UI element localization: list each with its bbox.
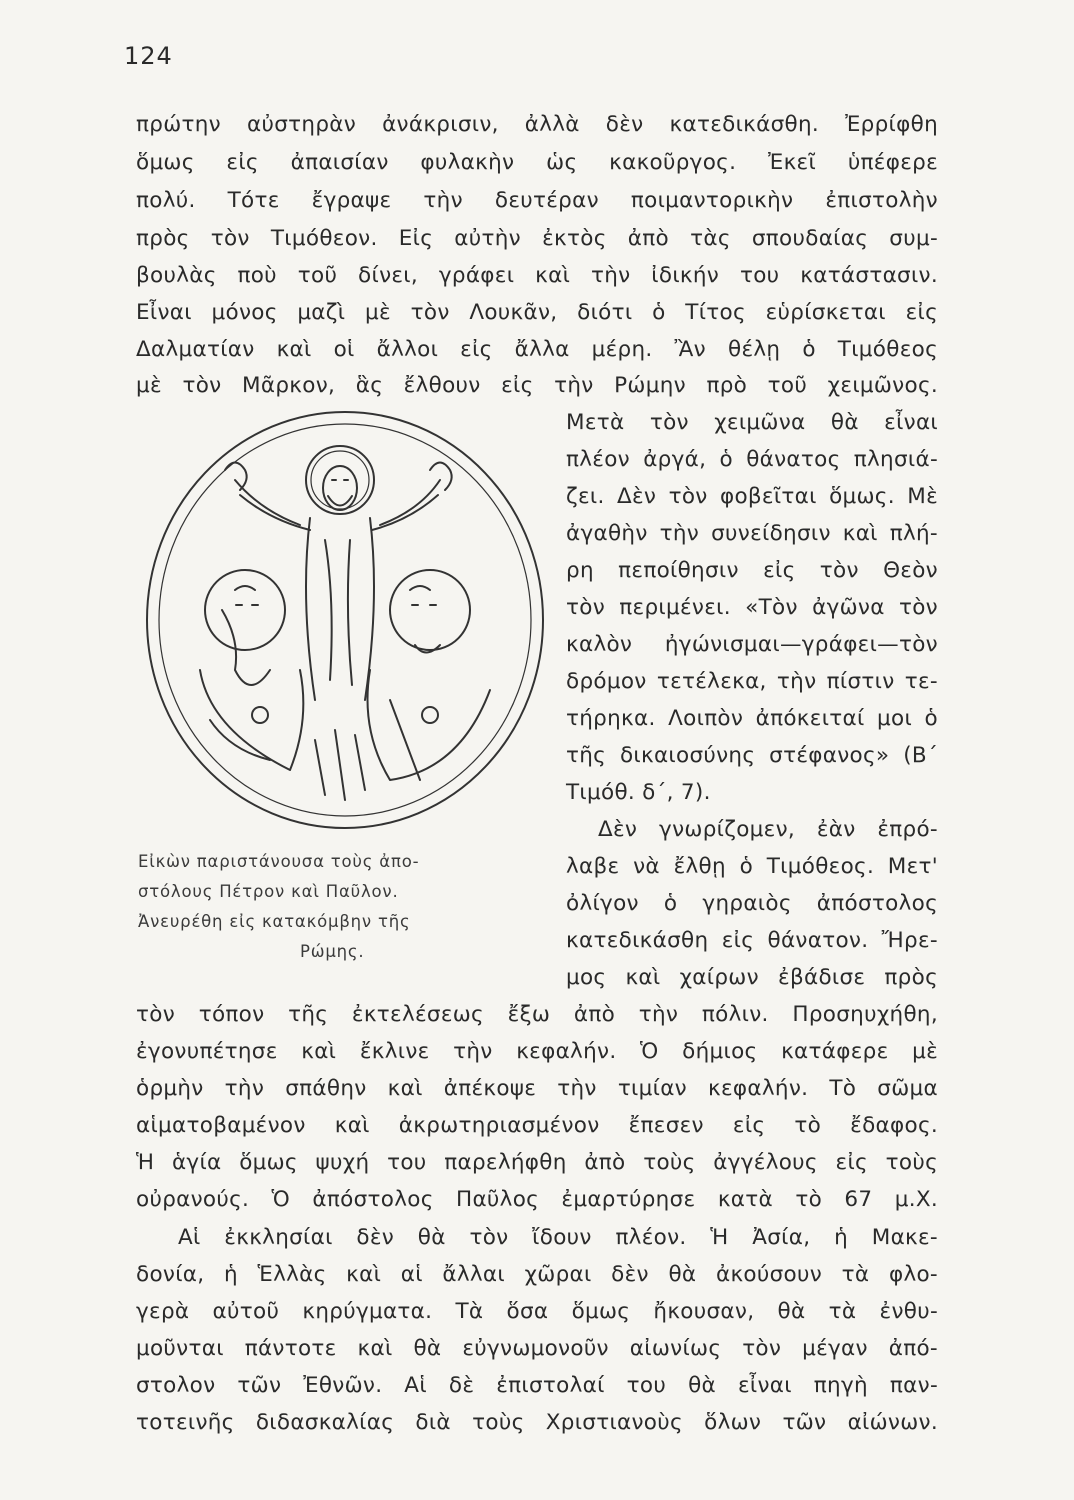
text-line: Δὲν γνωρίζομεν, ἐὰν ἐπρό- bbox=[598, 817, 938, 842]
text-line: μοῦνται πάντοτε καὶ θὰ εὐγνωμονοῦν αἰωνίως τὸν μέγαν ἀπό- bbox=[136, 1336, 938, 1361]
text-line: βουλὰς ποὺ τοῦ δίνει, γράφει καὶ τὴν ἰδικήν του κατάστασιν. bbox=[136, 263, 938, 288]
text-line: ὅμως εἰς ἀπαισίαν φυλακὴν ὡς κακοῦργος. Ἐκεῖ ὑπέφερε bbox=[136, 150, 938, 175]
text-line: τὸν τόπον τῆς ἐκτελέσεως ἔξω ἀπὸ τὴν πόλιν. Προσηυχήθη, bbox=[136, 1002, 938, 1027]
caption-line: Ρώμης. bbox=[300, 942, 365, 961]
text-line: Μετὰ τὸν χειμῶνα θὰ εἶναι bbox=[566, 410, 938, 435]
text-line: μος καὶ χαίρων ἐβάδισε πρὸς bbox=[566, 965, 938, 990]
text-line: λαβε νὰ ἔλθῃ ὁ Τιμόθεος. Μετ' bbox=[566, 854, 938, 879]
text-line: αἱματοβαμένον καὶ ἀκρωτηριασμένον ἔπεσεν εἰς τὸ ἔδαφος. bbox=[136, 1113, 938, 1138]
medallion-illustration bbox=[140, 400, 558, 840]
text-line: πολύ. Τότε ἔγραψε τὴν δευτέραν ποιμαντορικὴν ἐπιστολὴν bbox=[136, 188, 938, 213]
text-line: μὲ τὸν Μᾶρκον, ἃς ἔλθουν εἰς τὴν Ρώμην πρὸ τοῦ χειμῶνος. bbox=[136, 373, 938, 398]
text-line: ζει. Δὲν τὸν φοβεῖται ὅμως. Μὲ bbox=[566, 484, 938, 509]
page-number: 124 bbox=[124, 42, 173, 70]
text-line: τοτεινῆς διδασκαλίας διὰ τοὺς Χριστιανοὺς ὅλων τῶν αἰώνων. bbox=[136, 1410, 938, 1435]
text-line: τὸν περιμένει. «Τὸν ἀγῶνα τὸν bbox=[566, 595, 938, 620]
text-line: τῆς δικαιοσύνης στέφανος» (Β΄ bbox=[566, 743, 938, 768]
text-line: στολον τῶν Ἐθνῶν. Αἱ δὲ ἐπιστολαί του θὰ εἶναι πηγὴ παν- bbox=[136, 1373, 938, 1398]
text-line: κατεδικάσθη εἰς θάνατον. Ἤρε- bbox=[566, 928, 938, 953]
text-line: Αἱ ἐκκλησίαι δὲν θὰ τὸν ἴδουν πλέον. Ἡ Ἀσία, ἡ Μακε- bbox=[178, 1225, 938, 1250]
text-line: ἀγαθὴν τὴν συνείδησιν καὶ πλή- bbox=[566, 521, 938, 546]
text-line: πρὸς τὸν Τιμόθεον. Εἰς αὐτὴν ἐκτὸς ἀπὸ τὰς σπουδαίας συμ- bbox=[136, 226, 938, 251]
text-line: πρώτην αὐστηρὰν ἀνάκρισιν, ἀλλὰ δὲν κατεδικάσθη. Ἐρρίφθη bbox=[136, 112, 938, 137]
text-line: τήρηκα. Λοιπὸν ἀπόκειταί μοι ὁ bbox=[566, 706, 938, 731]
text-line: δονία, ἡ Ἑλλὰς καὶ αἱ ἄλλαι χῶραι δὲν θὰ ἀκούσουν τὰ φλο- bbox=[136, 1262, 938, 1287]
text-line: δρόμον τετέλεκα, τὴν πίστιν τε- bbox=[566, 669, 938, 694]
caption-line: στόλους Πέτρον καὶ Παῦλον. bbox=[138, 882, 399, 901]
caption-line: Εἰκὼν παριστάνουσα τοὺς ἀπο- bbox=[138, 852, 420, 871]
text-line: Τιμόθ. δ΄, 7). bbox=[566, 780, 711, 805]
text-line: Ἡ ἁγία ὅμως ψυχή του παρελήφθη ἀπὸ τοὺς ἀγγέλους εἰς τοὺς bbox=[136, 1150, 938, 1175]
caption-line: Ἀνευρέθη εἰς κατακόμβην τῆς bbox=[138, 912, 411, 931]
text-line: γερὰ αὐτοῦ κηρύγματα. Τὰ ὅσα ὅμως ἤκουσαν, θὰ τὰ ἐνθυ- bbox=[136, 1299, 938, 1324]
text-line: οὐρανούς. Ὁ ἀπόστολος Παῦλος ἐμαρτύρησε κατὰ τὸ 67 μ.Χ. bbox=[136, 1187, 938, 1212]
text-line: ὁρμὴν τὴν σπάθην καὶ ἀπέκοψε τὴν τιμίαν κεφαλήν. Τὸ σῶμα bbox=[136, 1076, 938, 1101]
text-line: Δαλματίαν καὶ οἱ ἄλλοι εἰς ἄλλα μέρη. Ἂν θέλῃ ὁ Τιμόθεος bbox=[136, 337, 938, 362]
text-line: ὀλίγον ὁ γηραιὸς ἀπόστολος bbox=[566, 891, 938, 916]
text-line: Εἶναι μόνος μαζὶ μὲ τὸν Λουκᾶν, διότι ὁ Τίτος εὑρίσκεται εἰς bbox=[136, 300, 938, 325]
text-line: ρη πεποίθησιν εἰς τὸν Θεὸν bbox=[566, 558, 938, 583]
text-line: πλέον ἀργά, ὁ θάνατος πλησιά- bbox=[566, 447, 938, 472]
text-line: καλὸν ἠγώνισμαι—γράφει—τὸν bbox=[566, 632, 938, 657]
text-line: ἐγονυπέτησε καὶ ἔκλινε τὴν κεφαλήν. Ὁ δήμιος κατάφερε μὲ bbox=[136, 1039, 938, 1064]
